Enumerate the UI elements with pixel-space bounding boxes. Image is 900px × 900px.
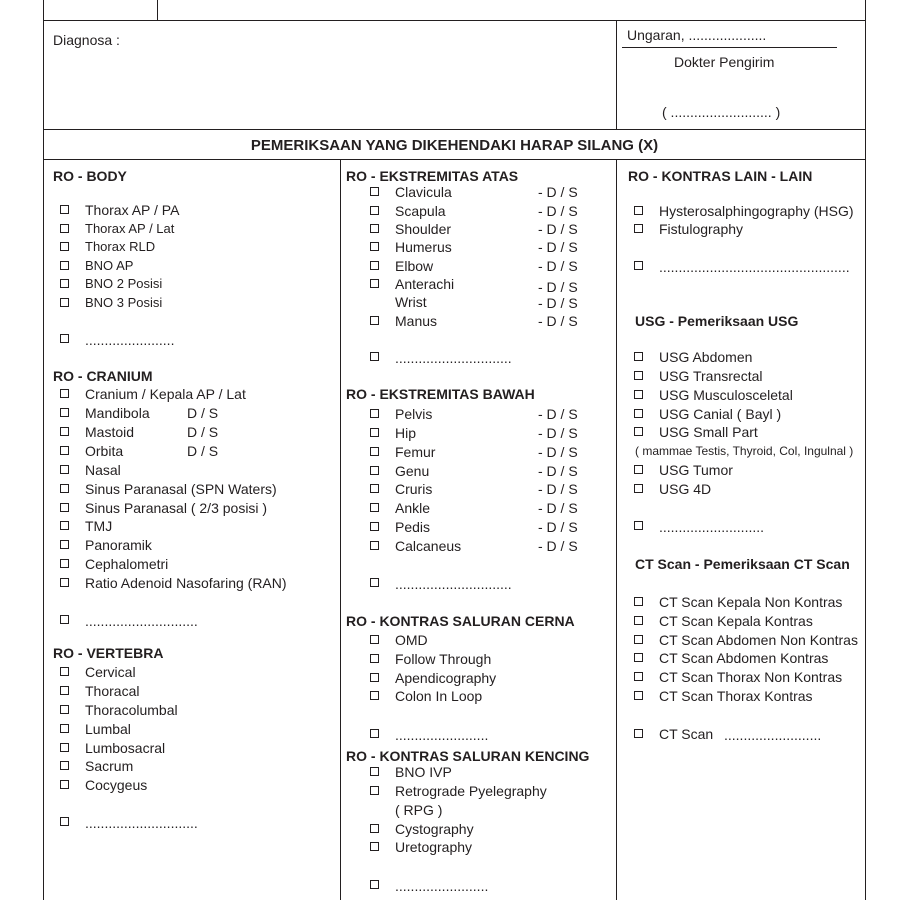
cranium-side: D / S [187,405,219,421]
checkbox-ro-body-1[interactable] [60,205,69,214]
checkbox-bawah-other[interactable] [370,578,379,587]
checkbox-ro-body-2[interactable] [60,224,69,233]
checkbox-ct-3[interactable] [634,635,643,644]
ct-item: CT Scan Abdomen Kontras [659,650,829,666]
diagnosa-divider [616,20,617,130]
bawah-side: - D / S [538,406,578,422]
cranium-item: Sinus Paranasal (SPN Waters) [85,481,277,497]
frame-right [865,0,866,900]
checkbox-kencing-4[interactable] [370,842,379,851]
checkbox-atas-1[interactable] [370,187,379,196]
usg-item: USG Canial ( Bayl ) [659,406,782,422]
checkbox-ct-6[interactable] [634,691,643,700]
checkbox-vertebra-5[interactable] [60,743,69,752]
checkbox-bawah-3[interactable] [370,447,379,456]
atas-side: - D / S [538,279,578,295]
instruction-top [43,129,866,130]
atas-item: Elbow [395,258,434,274]
dokter-pengirim-label: Dokter Pengirim [674,54,775,70]
cerna-item: OMD [395,632,428,648]
section-ekstremitas-bawah: RO - EKSTREMITAS BAWAH [346,386,535,402]
ro-body-item: BNO 2 Posisi [85,276,163,291]
checkbox-cranium-11[interactable] [60,578,69,587]
bawah-side: - D / S [538,444,578,460]
checkbox-ro-body-6[interactable] [60,298,69,307]
checkbox-ro-body-5[interactable] [60,279,69,288]
bawah-item: Ankle [395,500,431,516]
checkbox-cerna-2[interactable] [370,654,379,663]
section-kontras-lain: RO - KONTRAS LAIN - LAIN [628,168,813,184]
atas-other-line: .............................. [395,350,512,366]
ct-item: CT Scan Kepala Kontras [659,613,813,629]
checkbox-usg-5[interactable] [634,427,643,436]
col-divider-1 [340,159,341,900]
checkbox-usg-2[interactable] [634,371,643,380]
checkbox-atas-5[interactable] [370,261,379,270]
checkbox-kencing-3[interactable] [370,824,379,833]
atas-item: Humerus [395,239,452,255]
checkbox-lain-2[interactable] [634,224,643,233]
section-saluran-kencing: RO - KONTRAS SALURAN KENCING [346,748,590,764]
cranium-item: Orbita [85,443,124,459]
ungaran-underline [622,47,837,48]
checkbox-bawah-5[interactable] [370,484,379,493]
ro-body-item: Thorax AP / Lat [85,221,175,236]
atas-item: Clavicula [395,184,452,200]
lain-other-line: ................................................. [659,259,850,275]
kencing-item: Retrograde Pyelegraphy [395,783,547,799]
checkbox-cerna-4[interactable] [370,691,379,700]
checkbox-cranium-5[interactable] [60,465,69,474]
atas-side: - D / S [538,258,578,274]
section-saluran-cerna: RO - KONTRAS SALURAN CERNA [346,613,575,629]
atas-item: Anterachi [395,276,455,292]
checkbox-cranium-10[interactable] [60,559,69,568]
section-ro-cranium: RO - CRANIUM [53,368,153,384]
cerna-item: Follow Through [395,651,492,667]
atas-item: Shoulder [395,221,452,237]
checkbox-bawah-6[interactable] [370,503,379,512]
section-usg: USG - Pemeriksaan USG [635,313,799,329]
checkbox-vertebra-3[interactable] [60,705,69,714]
kencing-rpg-note: ( RPG ) [395,802,443,818]
cranium-other-line: ............................. [85,613,198,629]
checkbox-ro-body-other[interactable] [60,334,69,343]
checkbox-atas-4[interactable] [370,242,379,251]
checkbox-usg-7[interactable] [634,484,643,493]
vertebra-item: Thoracal [85,683,140,699]
checkbox-atas-8[interactable] [370,316,379,325]
bawah-side: - D / S [538,519,578,535]
atas-side: - D / S [538,221,578,237]
checkbox-cranium-2[interactable] [60,408,69,417]
atas-item: Wrist [395,294,427,310]
checkbox-atas-6[interactable] [370,279,379,288]
checkbox-cranium-6[interactable] [60,484,69,493]
checkbox-vertebra-6[interactable] [60,761,69,770]
checkbox-kencing-other[interactable] [370,880,379,889]
checkbox-cranium-other[interactable] [60,615,69,624]
atas-side: - D / S [538,313,578,329]
usg-item: USG Abdomen [659,349,753,365]
lain-item: Hysterosalphingography (HSG) [659,203,854,219]
cranium-item: Ratio Adenoid Nasofaring (RAN) [85,575,287,591]
ct-other-line: ......................... [724,727,822,743]
ro-body-item: BNO 3 Posisi [85,295,163,310]
vertebra-item: Lumbosacral [85,740,166,756]
section-ct-scan: CT Scan - Pemeriksaan CT Scan [635,556,850,572]
checkbox-cranium-1[interactable] [60,389,69,398]
cranium-item: Cranium / Kepala AP / Lat [85,386,246,402]
checkbox-bawah-2[interactable] [370,428,379,437]
checkbox-ct-other[interactable] [634,729,643,738]
frame-left [43,0,44,900]
kencing-item: Uretography [395,839,473,855]
checkbox-usg-3[interactable] [634,390,643,399]
checkbox-ct-5[interactable] [634,672,643,681]
checkbox-cerna-1[interactable] [370,635,379,644]
cranium-item: TMJ [85,518,113,534]
checkbox-usg-4[interactable] [634,409,643,418]
atas-item: Scapula [395,203,446,219]
col-divider-2 [616,159,617,900]
atas-item: Manus [395,313,438,329]
cranium-item: Cephalometri [85,556,169,572]
cerna-item: Colon In Loop [395,688,483,704]
checkbox-ct-2[interactable] [634,616,643,625]
bawah-side: - D / S [538,481,578,497]
checkbox-lain-1[interactable] [634,206,643,215]
ro-body-other-line: ....................... [85,332,175,348]
checkbox-vertebra-7[interactable] [60,780,69,789]
checkbox-ct-1[interactable] [634,597,643,606]
ungaran-label: Ungaran, .................... [627,27,767,43]
checkbox-cranium-7[interactable] [60,503,69,512]
usg-item: USG Tumor [659,462,733,478]
atas-side: - D / S [538,184,578,200]
cranium-item: Mastoid [85,424,135,440]
ct-item: CT Scan Thorax Kontras [659,688,813,704]
checkbox-kencing-2[interactable] [370,786,379,795]
bawah-other-line: .............................. [395,576,512,592]
ct-item: CT Scan Abdomen Non Kontras [659,632,858,648]
checkbox-vertebra-1[interactable] [60,667,69,676]
vertebra-item: Sacrum [85,758,134,774]
bawah-side: - D / S [538,463,578,479]
checkbox-cranium-9[interactable] [60,540,69,549]
usg-other-line: ........................... [659,519,765,535]
bawah-item: Calcaneus [395,538,462,554]
checkbox-cranium-3[interactable] [60,427,69,436]
signature-line: ( .......................... ) [662,104,781,120]
checkbox-bawah-8[interactable] [370,541,379,550]
section-ekstremitas-atas: RO - EKSTREMITAS ATAS [346,168,519,184]
ro-body-item: Thorax RLD [85,239,156,254]
usg-item: USG 4D [659,481,712,497]
kencing-item: Cystography [395,821,474,837]
cerna-item: Apendicography [395,670,497,686]
ct-item: CT Scan Kepala Non Kontras [659,594,843,610]
kencing-item: BNO IVP [395,764,452,780]
bawah-item: Pedis [395,519,431,535]
vertebra-item: Cervical [85,664,136,680]
checkbox-cranium-8[interactable] [60,521,69,530]
bawah-item: Genu [395,463,430,479]
checkbox-bawah-4[interactable] [370,466,379,475]
checkbox-ro-body-4[interactable] [60,261,69,270]
checkbox-ct-4[interactable] [634,653,643,662]
checkbox-kencing-1[interactable] [370,767,379,776]
ro-body-item: Thorax AP / PA [85,202,180,218]
cerna-other-line: ........................ [395,727,489,743]
checkbox-atas-2[interactable] [370,206,379,215]
kencing-other-line: ........................ [395,878,489,894]
bawah-item: Pelvis [395,406,433,422]
checkbox-atas-other[interactable] [370,352,379,361]
checkbox-usg-other[interactable] [634,521,643,530]
ro-body-item: BNO AP [85,258,134,273]
checkbox-usg-1[interactable] [634,352,643,361]
cranium-item: Nasal [85,462,121,478]
diagnosa-label: Diagnosa : [53,32,120,48]
checkbox-cerna-other[interactable] [370,729,379,738]
bawah-side: - D / S [538,425,578,441]
checkbox-vertebra-other[interactable] [60,817,69,826]
usg-item: USG Small Part [659,424,758,440]
bawah-side: - D / S [538,500,578,516]
ct-item: CT Scan Thorax Non Kontras [659,669,843,685]
bawah-item: Femur [395,444,436,460]
atas-side: - D / S [538,203,578,219]
usg-item: USG Musculosceletal [659,387,793,403]
checkbox-bawah-7[interactable] [370,522,379,531]
checkbox-cranium-4[interactable] [60,446,69,455]
bawah-side: - D / S [538,538,578,554]
cranium-item: Mandibola [85,405,150,421]
section-ro-body: RO - BODY [53,168,127,184]
top-row-bottom [43,20,866,21]
checkbox-lain-other[interactable] [634,261,643,270]
bawah-item: Cruris [395,481,433,497]
vertebra-item: Cocygeus [85,777,148,793]
vertebra-other-line: ............................. [85,815,198,831]
checkbox-atas-3[interactable] [370,224,379,233]
usg-small-part-note: ( mammae Testis, Thyroid, Col, Ingulnal ) [635,444,854,458]
checkbox-cerna-3[interactable] [370,673,379,682]
checkbox-bawah-1[interactable] [370,409,379,418]
ct-other-label: CT Scan [659,726,714,742]
cranium-side: D / S [187,443,219,459]
checkbox-ro-body-3[interactable] [60,242,69,251]
atas-side: - D / S [538,295,578,311]
cranium-item: Panoramik [85,537,152,553]
top-cell-divider-1 [157,0,158,20]
atas-side: - D / S [538,239,578,255]
checkbox-vertebra-2[interactable] [60,686,69,695]
vertebra-item: Lumbal [85,721,131,737]
instruction-title: PEMERIKSAAN YANG DIKEHENDAKI HARAP SILANG (X) [250,137,659,154]
section-ro-vertebra: RO - VERTEBRA [53,645,164,661]
cranium-item: Sinus Paranasal ( 2/3 posisi ) [85,500,268,516]
usg-item: USG Transrectal [659,368,763,384]
cranium-side: D / S [187,424,219,440]
checkbox-vertebra-4[interactable] [60,724,69,733]
checkbox-usg-6[interactable] [634,465,643,474]
vertebra-item: Thoracolumbal [85,702,178,718]
instruction-bottom [43,159,866,160]
lain-item: Fistulography [659,221,744,237]
bawah-item: Hip [395,425,417,441]
